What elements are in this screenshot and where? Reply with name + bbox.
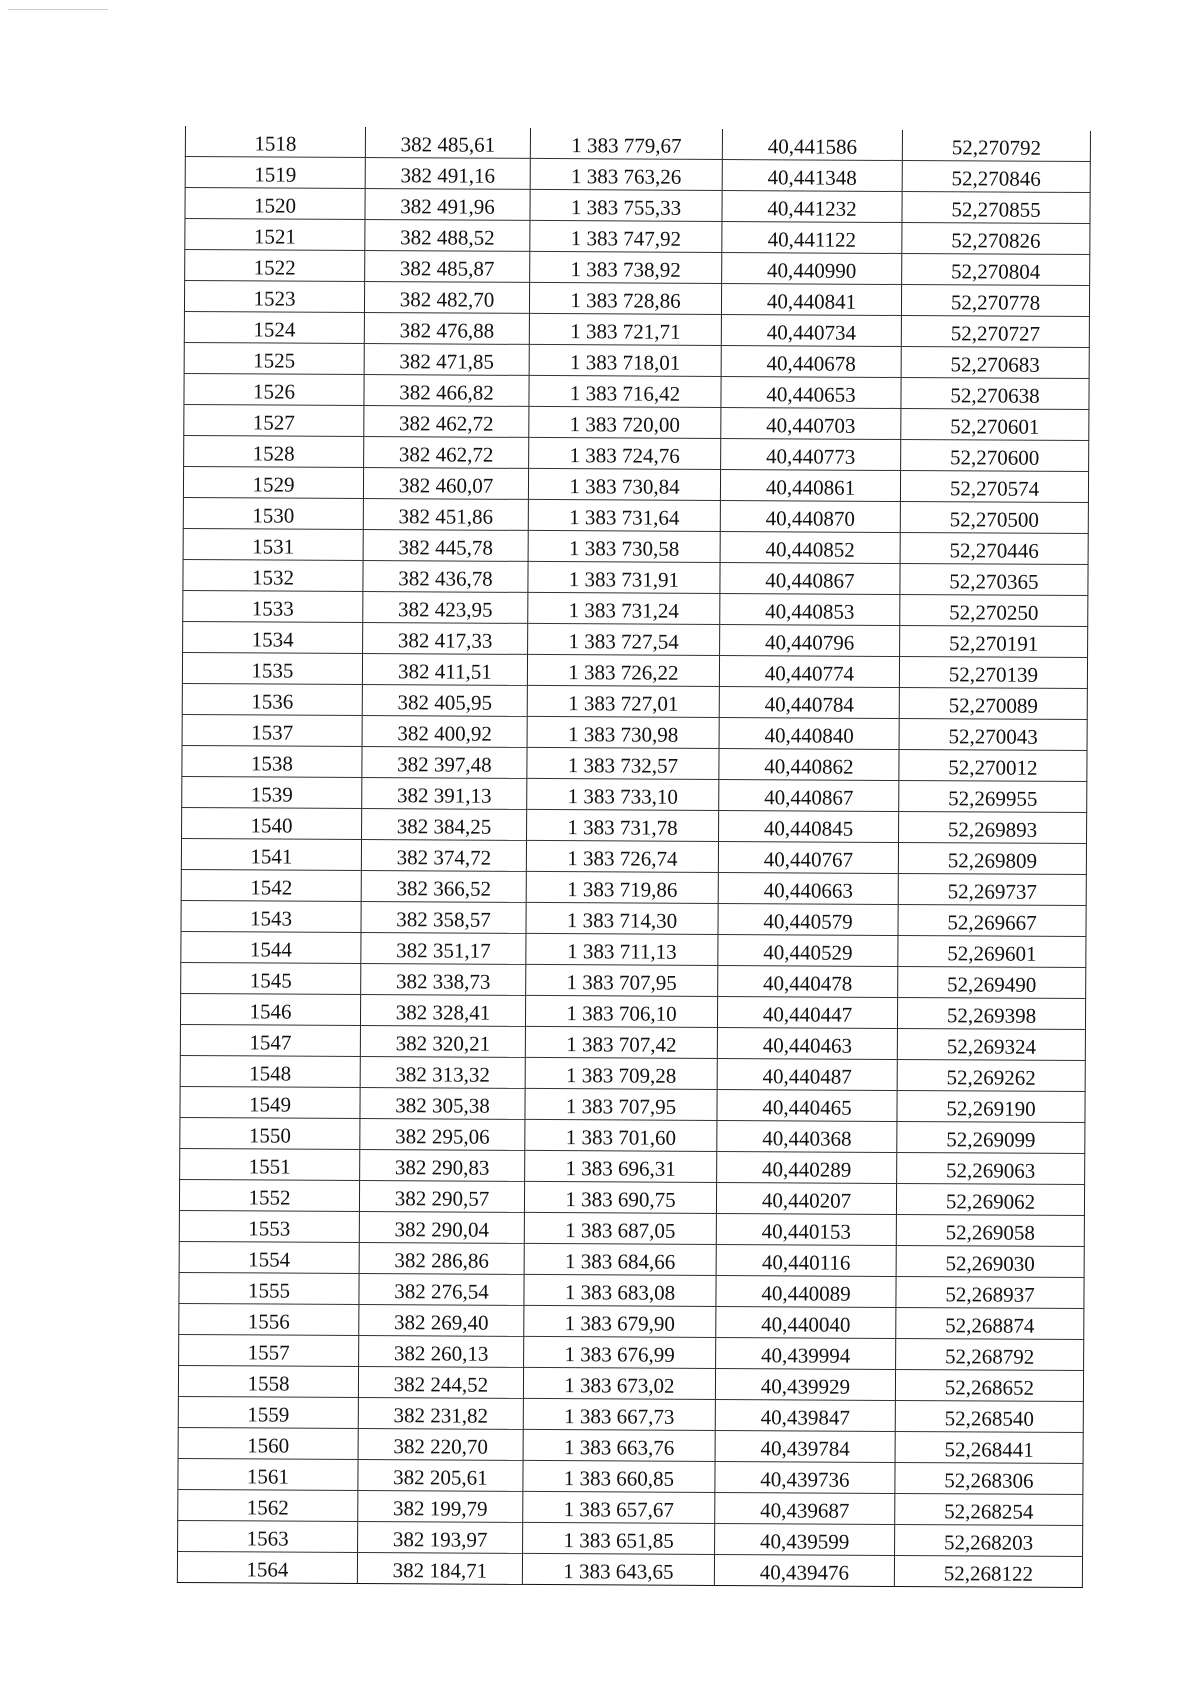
longitude-cell: 40,440153 [716, 1213, 896, 1245]
table-row [181, 931, 1086, 967]
y-coordinate-cell: 1 383 679,90 [524, 1305, 716, 1337]
latitude-cell: 52,269893 [899, 811, 1087, 843]
longitude-cell: 40,440663 [718, 872, 898, 904]
y-coordinate-cell: 1 383 714,30 [526, 902, 718, 934]
latitude-cell: 52,270089 [899, 687, 1087, 719]
x-coordinate-cell: 382 436,78 [363, 561, 528, 593]
table-row [179, 1334, 1084, 1370]
x-coordinate-cell: 382 476,88 [364, 313, 529, 345]
x-coordinate-cell: 382 338,73 [361, 963, 526, 995]
longitude-cell: 40,440840 [719, 717, 899, 749]
longitude-cell: 40,440529 [718, 934, 898, 966]
x-coordinate-cell: 382 491,96 [365, 189, 530, 221]
point-number-cell: 1555 [179, 1272, 359, 1304]
y-coordinate-cell: 1 383 706,10 [525, 995, 717, 1027]
point-number-cell: 1543 [181, 900, 361, 932]
table-row [178, 1458, 1083, 1494]
point-number-cell: 1546 [180, 993, 360, 1025]
table-row [179, 1303, 1084, 1339]
longitude-cell: 40,440867 [719, 779, 899, 811]
point-number-cell: 1524 [184, 311, 364, 343]
latitude-cell: 52,269737 [898, 873, 1086, 905]
y-coordinate-cell: 1 383 731,91 [528, 561, 720, 593]
table-row [183, 528, 1088, 564]
longitude-cell: 40,439784 [715, 1430, 895, 1462]
point-number-cell: 1532 [183, 559, 363, 591]
x-coordinate-cell: 382 462,72 [364, 437, 529, 469]
x-coordinate-cell: 382 244,52 [358, 1366, 523, 1398]
point-number-cell: 1519 [185, 157, 365, 189]
point-number-cell: 1523 [184, 281, 364, 313]
y-coordinate-cell: 1 383 726,22 [527, 654, 719, 686]
table-row [181, 962, 1086, 998]
longitude-cell: 40,440040 [716, 1306, 896, 1338]
x-coordinate-cell: 382 460,07 [363, 468, 528, 500]
latitude-cell: 52,269030 [896, 1245, 1084, 1277]
latitude-cell: 52,269324 [897, 1028, 1085, 1060]
table-row [177, 1551, 1082, 1587]
longitude-cell: 40,440368 [717, 1120, 897, 1152]
y-coordinate-cell: 1 383 701,60 [525, 1119, 717, 1151]
table-row [183, 559, 1088, 595]
x-coordinate-cell: 382 184,71 [357, 1552, 522, 1584]
longitude-cell: 40,440852 [720, 531, 900, 563]
longitude-cell: 40,440116 [716, 1244, 896, 1276]
latitude-cell: 52,268792 [896, 1338, 1084, 1370]
longitude-cell: 40,440853 [720, 593, 900, 625]
table-row [184, 311, 1089, 347]
point-number-cell: 1545 [181, 962, 361, 994]
latitude-cell: 52,268306 [895, 1462, 1083, 1494]
x-coordinate-cell: 382 405,95 [362, 684, 527, 716]
latitude-cell: 52,269490 [898, 966, 1086, 998]
longitude-cell: 40,440796 [720, 624, 900, 656]
x-coordinate-cell: 382 260,13 [359, 1335, 524, 1367]
longitude-cell: 40,440089 [716, 1275, 896, 1307]
scan-artifact [8, 9, 108, 10]
table-row [182, 714, 1087, 750]
y-coordinate-cell: 1 383 731,24 [528, 592, 720, 624]
latitude-cell: 52,269398 [897, 997, 1085, 1029]
y-coordinate-cell: 1 383 643,65 [522, 1553, 714, 1585]
x-coordinate-cell: 382 205,61 [358, 1459, 523, 1491]
latitude-cell: 52,270446 [900, 533, 1088, 565]
y-coordinate-cell: 1 383 730,98 [527, 716, 719, 748]
table-row [184, 404, 1089, 440]
table-row [180, 993, 1085, 1029]
latitude-cell: 52,268874 [896, 1307, 1084, 1339]
longitude-cell: 40,439994 [716, 1337, 896, 1369]
y-coordinate-cell: 1 383 731,64 [528, 499, 720, 531]
y-coordinate-cell: 1 383 707,95 [526, 964, 718, 996]
point-number-cell: 1557 [179, 1334, 359, 1366]
y-coordinate-cell: 1 383 716,42 [529, 375, 721, 407]
latitude-cell: 52,269601 [898, 935, 1086, 967]
latitude-cell: 52,269062 [896, 1183, 1084, 1215]
point-number-cell: 1529 [183, 466, 363, 498]
latitude-cell: 52,268441 [895, 1431, 1083, 1463]
latitude-cell: 52,270855 [902, 192, 1090, 224]
table-row [180, 1086, 1085, 1122]
point-number-cell: 1531 [183, 528, 363, 560]
longitude-cell: 40,439687 [715, 1492, 895, 1524]
y-coordinate-cell: 1 383 726,74 [526, 840, 718, 872]
longitude-cell: 40,440207 [716, 1182, 896, 1214]
table-row [182, 776, 1087, 812]
point-number-cell: 1525 [184, 342, 364, 374]
x-coordinate-cell: 382 305,38 [360, 1087, 525, 1119]
y-coordinate-cell: 1 383 683,08 [524, 1274, 716, 1306]
x-coordinate-cell: 382 295,06 [360, 1118, 525, 1150]
latitude-cell: 52,268540 [895, 1400, 1083, 1432]
table-row [178, 1365, 1083, 1401]
longitude-cell: 40,440990 [722, 253, 902, 285]
y-coordinate-cell: 1 383 690,75 [524, 1181, 716, 1213]
y-coordinate-cell: 1 383 707,42 [525, 1026, 717, 1058]
x-coordinate-cell: 382 231,82 [358, 1397, 523, 1429]
x-coordinate-cell: 382 384,25 [362, 808, 527, 840]
latitude-cell: 52,269099 [897, 1121, 1085, 1153]
latitude-cell: 52,270846 [902, 161, 1090, 193]
y-coordinate-cell: 1 383 733,10 [527, 778, 719, 810]
longitude-cell: 40,439476 [714, 1554, 894, 1586]
y-coordinate-cell: 1 383 687,05 [524, 1212, 716, 1244]
latitude-cell: 52,268937 [896, 1276, 1084, 1308]
y-coordinate-cell: 1 383 718,01 [529, 344, 721, 376]
longitude-cell: 40,441586 [722, 129, 902, 161]
table-row [185, 250, 1090, 286]
y-coordinate-cell: 1 383 724,76 [529, 437, 721, 469]
latitude-cell: 52,270365 [900, 564, 1088, 596]
x-coordinate-cell: 382 482,70 [364, 282, 529, 314]
point-number-cell: 1554 [179, 1241, 359, 1273]
x-coordinate-cell: 382 286,86 [359, 1242, 524, 1274]
point-number-cell: 1559 [178, 1396, 358, 1428]
longitude-cell: 40,440867 [720, 562, 900, 594]
point-number-cell: 1537 [182, 714, 362, 746]
longitude-cell: 40,440870 [720, 500, 900, 532]
latitude-cell: 52,268652 [895, 1369, 1083, 1401]
point-number-cell: 1539 [182, 776, 362, 808]
x-coordinate-cell: 382 397,48 [362, 746, 527, 778]
longitude-cell: 40,440465 [717, 1089, 897, 1121]
x-coordinate-cell: 382 400,92 [362, 715, 527, 747]
point-number-cell: 1534 [183, 621, 363, 653]
x-coordinate-cell: 382 290,83 [360, 1149, 525, 1181]
table-row [181, 900, 1086, 936]
longitude-cell: 40,439847 [715, 1399, 895, 1431]
x-coordinate-cell: 382 351,17 [361, 932, 526, 964]
longitude-cell: 40,440653 [721, 376, 901, 408]
x-coordinate-cell: 382 220,70 [358, 1428, 523, 1460]
y-coordinate-cell: 1 383 651,85 [523, 1522, 715, 1554]
x-coordinate-cell: 382 374,72 [361, 839, 526, 871]
latitude-cell: 52,270804 [902, 254, 1090, 286]
y-coordinate-cell: 1 383 711,13 [526, 933, 718, 965]
x-coordinate-cell: 382 445,78 [363, 530, 528, 562]
x-coordinate-cell: 382 366,52 [361, 870, 526, 902]
latitude-cell: 52,269058 [896, 1214, 1084, 1246]
table-row [179, 1241, 1084, 1277]
latitude-cell: 52,269262 [897, 1059, 1085, 1091]
y-coordinate-cell: 1 383 696,31 [525, 1150, 717, 1182]
longitude-cell: 40,440841 [721, 283, 901, 315]
y-coordinate-cell: 1 383 738,92 [530, 251, 722, 283]
x-coordinate-cell: 382 451,86 [363, 499, 528, 531]
table-row [182, 745, 1087, 781]
x-coordinate-cell: 382 488,52 [365, 220, 530, 252]
point-number-cell: 1548 [180, 1055, 360, 1087]
point-number-cell: 1561 [178, 1458, 358, 1490]
latitude-cell: 52,269667 [898, 904, 1086, 936]
point-number-cell: 1558 [178, 1365, 358, 1397]
latitude-cell: 52,270574 [900, 471, 1088, 503]
table-row [183, 590, 1088, 626]
longitude-cell: 40,439929 [715, 1368, 895, 1400]
latitude-cell: 52,270683 [901, 347, 1089, 379]
longitude-cell: 40,441348 [722, 160, 902, 192]
point-number-cell: 1544 [181, 931, 361, 963]
latitude-cell: 52,269955 [899, 780, 1087, 812]
x-coordinate-cell: 382 485,87 [365, 251, 530, 283]
point-number-cell: 1528 [184, 435, 364, 467]
table-row [184, 342, 1089, 378]
y-coordinate-cell: 1 383 728,86 [529, 282, 721, 314]
point-number-cell: 1549 [180, 1086, 360, 1118]
latitude-cell: 52,270638 [901, 378, 1089, 410]
point-number-cell: 1536 [182, 683, 362, 715]
latitude-cell: 52,270727 [901, 316, 1089, 348]
x-coordinate-cell: 382 466,82 [364, 375, 529, 407]
y-coordinate-cell: 1 383 732,57 [527, 747, 719, 779]
latitude-cell: 52,270500 [900, 502, 1088, 534]
table-row [180, 1148, 1085, 1184]
table-row [178, 1396, 1083, 1432]
x-coordinate-cell: 382 313,32 [360, 1056, 525, 1088]
x-coordinate-cell: 382 411,51 [362, 653, 527, 685]
longitude-cell: 40,440487 [717, 1058, 897, 1090]
point-number-cell: 1553 [179, 1210, 359, 1242]
latitude-cell: 52,270250 [900, 595, 1088, 627]
point-number-cell: 1556 [179, 1303, 359, 1335]
table-row [181, 869, 1086, 905]
longitude-cell: 40,439736 [715, 1461, 895, 1493]
x-coordinate-cell: 382 199,79 [358, 1490, 523, 1522]
point-number-cell: 1551 [180, 1148, 360, 1180]
point-number-cell: 1522 [185, 250, 365, 282]
longitude-cell: 40,440289 [717, 1151, 897, 1183]
y-coordinate-cell: 1 383 731,78 [527, 809, 719, 841]
y-coordinate-cell: 1 383 720,00 [529, 406, 721, 438]
longitude-cell: 40,440447 [717, 996, 897, 1028]
y-coordinate-cell: 1 383 684,66 [524, 1243, 716, 1275]
point-number-cell: 1564 [177, 1551, 357, 1583]
point-number-cell: 1550 [180, 1117, 360, 1149]
x-coordinate-cell: 382 276,54 [359, 1273, 524, 1305]
point-number-cell: 1518 [185, 126, 365, 158]
point-number-cell: 1538 [182, 745, 362, 777]
x-coordinate-cell: 382 290,57 [359, 1180, 524, 1212]
point-number-cell: 1533 [183, 590, 363, 622]
table-row [180, 1117, 1085, 1153]
y-coordinate-cell: 1 383 657,67 [523, 1491, 715, 1523]
table-row [183, 497, 1088, 533]
x-coordinate-cell: 382 358,57 [361, 901, 526, 933]
table-row [183, 621, 1088, 657]
table-row [182, 652, 1087, 688]
y-coordinate-cell: 1 383 676,99 [524, 1336, 716, 1368]
latitude-cell: 52,270778 [901, 285, 1089, 317]
y-coordinate-cell: 1 383 707,95 [525, 1088, 717, 1120]
x-coordinate-cell: 382 193,97 [358, 1521, 523, 1553]
y-coordinate-cell: 1 383 673,02 [523, 1367, 715, 1399]
longitude-cell: 40,439599 [715, 1523, 895, 1555]
y-coordinate-cell: 1 383 727,54 [528, 623, 720, 655]
longitude-cell: 40,441232 [722, 191, 902, 223]
point-number-cell: 1527 [184, 404, 364, 436]
point-number-cell: 1541 [181, 838, 361, 870]
y-coordinate-cell: 1 383 747,92 [530, 220, 722, 252]
longitude-cell: 40,440678 [721, 345, 901, 377]
table-row [178, 1427, 1083, 1463]
x-coordinate-cell: 382 290,04 [359, 1211, 524, 1243]
point-number-cell: 1521 [185, 219, 365, 251]
longitude-cell: 40,440767 [718, 841, 898, 873]
point-number-cell: 1547 [180, 1024, 360, 1056]
table-row [179, 1210, 1084, 1246]
table-row [180, 1055, 1085, 1091]
x-coordinate-cell: 382 491,16 [365, 158, 530, 190]
latitude-cell: 52,268254 [895, 1493, 1083, 1525]
longitude-cell: 40,440862 [719, 748, 899, 780]
longitude-cell: 40,440478 [718, 965, 898, 997]
longitude-cell: 40,440773 [721, 438, 901, 470]
latitude-cell: 52,269809 [898, 842, 1086, 874]
table-row [179, 1272, 1084, 1308]
x-coordinate-cell: 382 485,61 [365, 127, 530, 158]
latitude-cell: 52,270043 [899, 718, 1087, 750]
latitude-cell: 52,270826 [902, 223, 1090, 255]
point-number-cell: 1535 [182, 652, 362, 684]
table-row [185, 126, 1090, 162]
coordinates-table [177, 126, 1091, 1588]
x-coordinate-cell: 382 391,13 [362, 777, 527, 809]
longitude-cell: 40,440734 [721, 314, 901, 346]
x-coordinate-cell: 382 417,33 [363, 623, 528, 655]
latitude-cell: 52,268122 [894, 1555, 1082, 1587]
table-row [181, 838, 1086, 874]
latitude-cell: 52,270012 [899, 749, 1087, 781]
y-coordinate-cell: 1 383 709,28 [525, 1057, 717, 1089]
point-number-cell: 1526 [184, 373, 364, 405]
longitude-cell: 40,440579 [718, 903, 898, 935]
longitude-cell: 40,440845 [719, 810, 899, 842]
table-row [184, 435, 1089, 471]
table-row [185, 157, 1090, 193]
coordinates-table-body [177, 126, 1090, 1588]
point-number-cell: 1542 [181, 869, 361, 901]
y-coordinate-cell: 1 383 719,86 [526, 871, 718, 903]
x-coordinate-cell: 382 320,21 [360, 1025, 525, 1057]
y-coordinate-cell: 1 383 779,67 [530, 128, 722, 160]
longitude-cell: 40,440784 [719, 686, 899, 718]
y-coordinate-cell: 1 383 755,33 [530, 189, 722, 221]
x-coordinate-cell: 382 423,95 [363, 592, 528, 624]
y-coordinate-cell: 1 383 663,76 [523, 1429, 715, 1461]
table-row [183, 466, 1088, 502]
table-row [184, 373, 1089, 409]
longitude-cell: 40,440861 [720, 469, 900, 501]
table-row [179, 1179, 1084, 1215]
latitude-cell: 52,269063 [897, 1152, 1085, 1184]
x-coordinate-cell: 382 471,85 [364, 344, 529, 376]
latitude-cell: 52,269190 [897, 1090, 1085, 1122]
y-coordinate-cell: 1 383 730,84 [528, 468, 720, 500]
longitude-cell: 40,441122 [722, 222, 902, 254]
point-number-cell: 1520 [185, 188, 365, 220]
y-coordinate-cell: 1 383 667,73 [523, 1398, 715, 1430]
table-row [184, 281, 1089, 317]
longitude-cell: 40,440703 [721, 407, 901, 439]
y-coordinate-cell: 1 383 727,01 [527, 685, 719, 717]
point-number-cell: 1560 [178, 1427, 358, 1459]
table-row [182, 807, 1087, 843]
y-coordinate-cell: 1 383 763,26 [530, 158, 722, 190]
y-coordinate-cell: 1 383 730,58 [528, 530, 720, 562]
latitude-cell: 52,270601 [901, 409, 1089, 441]
latitude-cell: 52,270139 [899, 656, 1087, 688]
table-row [182, 683, 1087, 719]
longitude-cell: 40,440774 [719, 655, 899, 687]
x-coordinate-cell: 382 462,72 [364, 406, 529, 438]
table-row [185, 219, 1090, 255]
table-row [180, 1024, 1085, 1060]
x-coordinate-cell: 382 269,40 [359, 1304, 524, 1336]
latitude-cell: 52,268203 [895, 1524, 1083, 1556]
longitude-cell: 40,440463 [717, 1027, 897, 1059]
y-coordinate-cell: 1 383 660,85 [523, 1460, 715, 1492]
x-coordinate-cell: 382 328,41 [360, 994, 525, 1026]
latitude-cell: 52,270191 [900, 625, 1088, 657]
table-row [178, 1489, 1083, 1525]
y-coordinate-cell: 1 383 721,71 [529, 313, 721, 345]
latitude-cell: 52,270792 [902, 130, 1090, 162]
point-number-cell: 1563 [178, 1520, 358, 1552]
point-number-cell: 1530 [183, 497, 363, 529]
point-number-cell: 1562 [178, 1489, 358, 1521]
table-row [178, 1520, 1083, 1556]
latitude-cell: 52,270600 [901, 440, 1089, 472]
table-row [185, 188, 1090, 224]
point-number-cell: 1552 [179, 1179, 359, 1211]
point-number-cell: 1540 [182, 807, 362, 839]
